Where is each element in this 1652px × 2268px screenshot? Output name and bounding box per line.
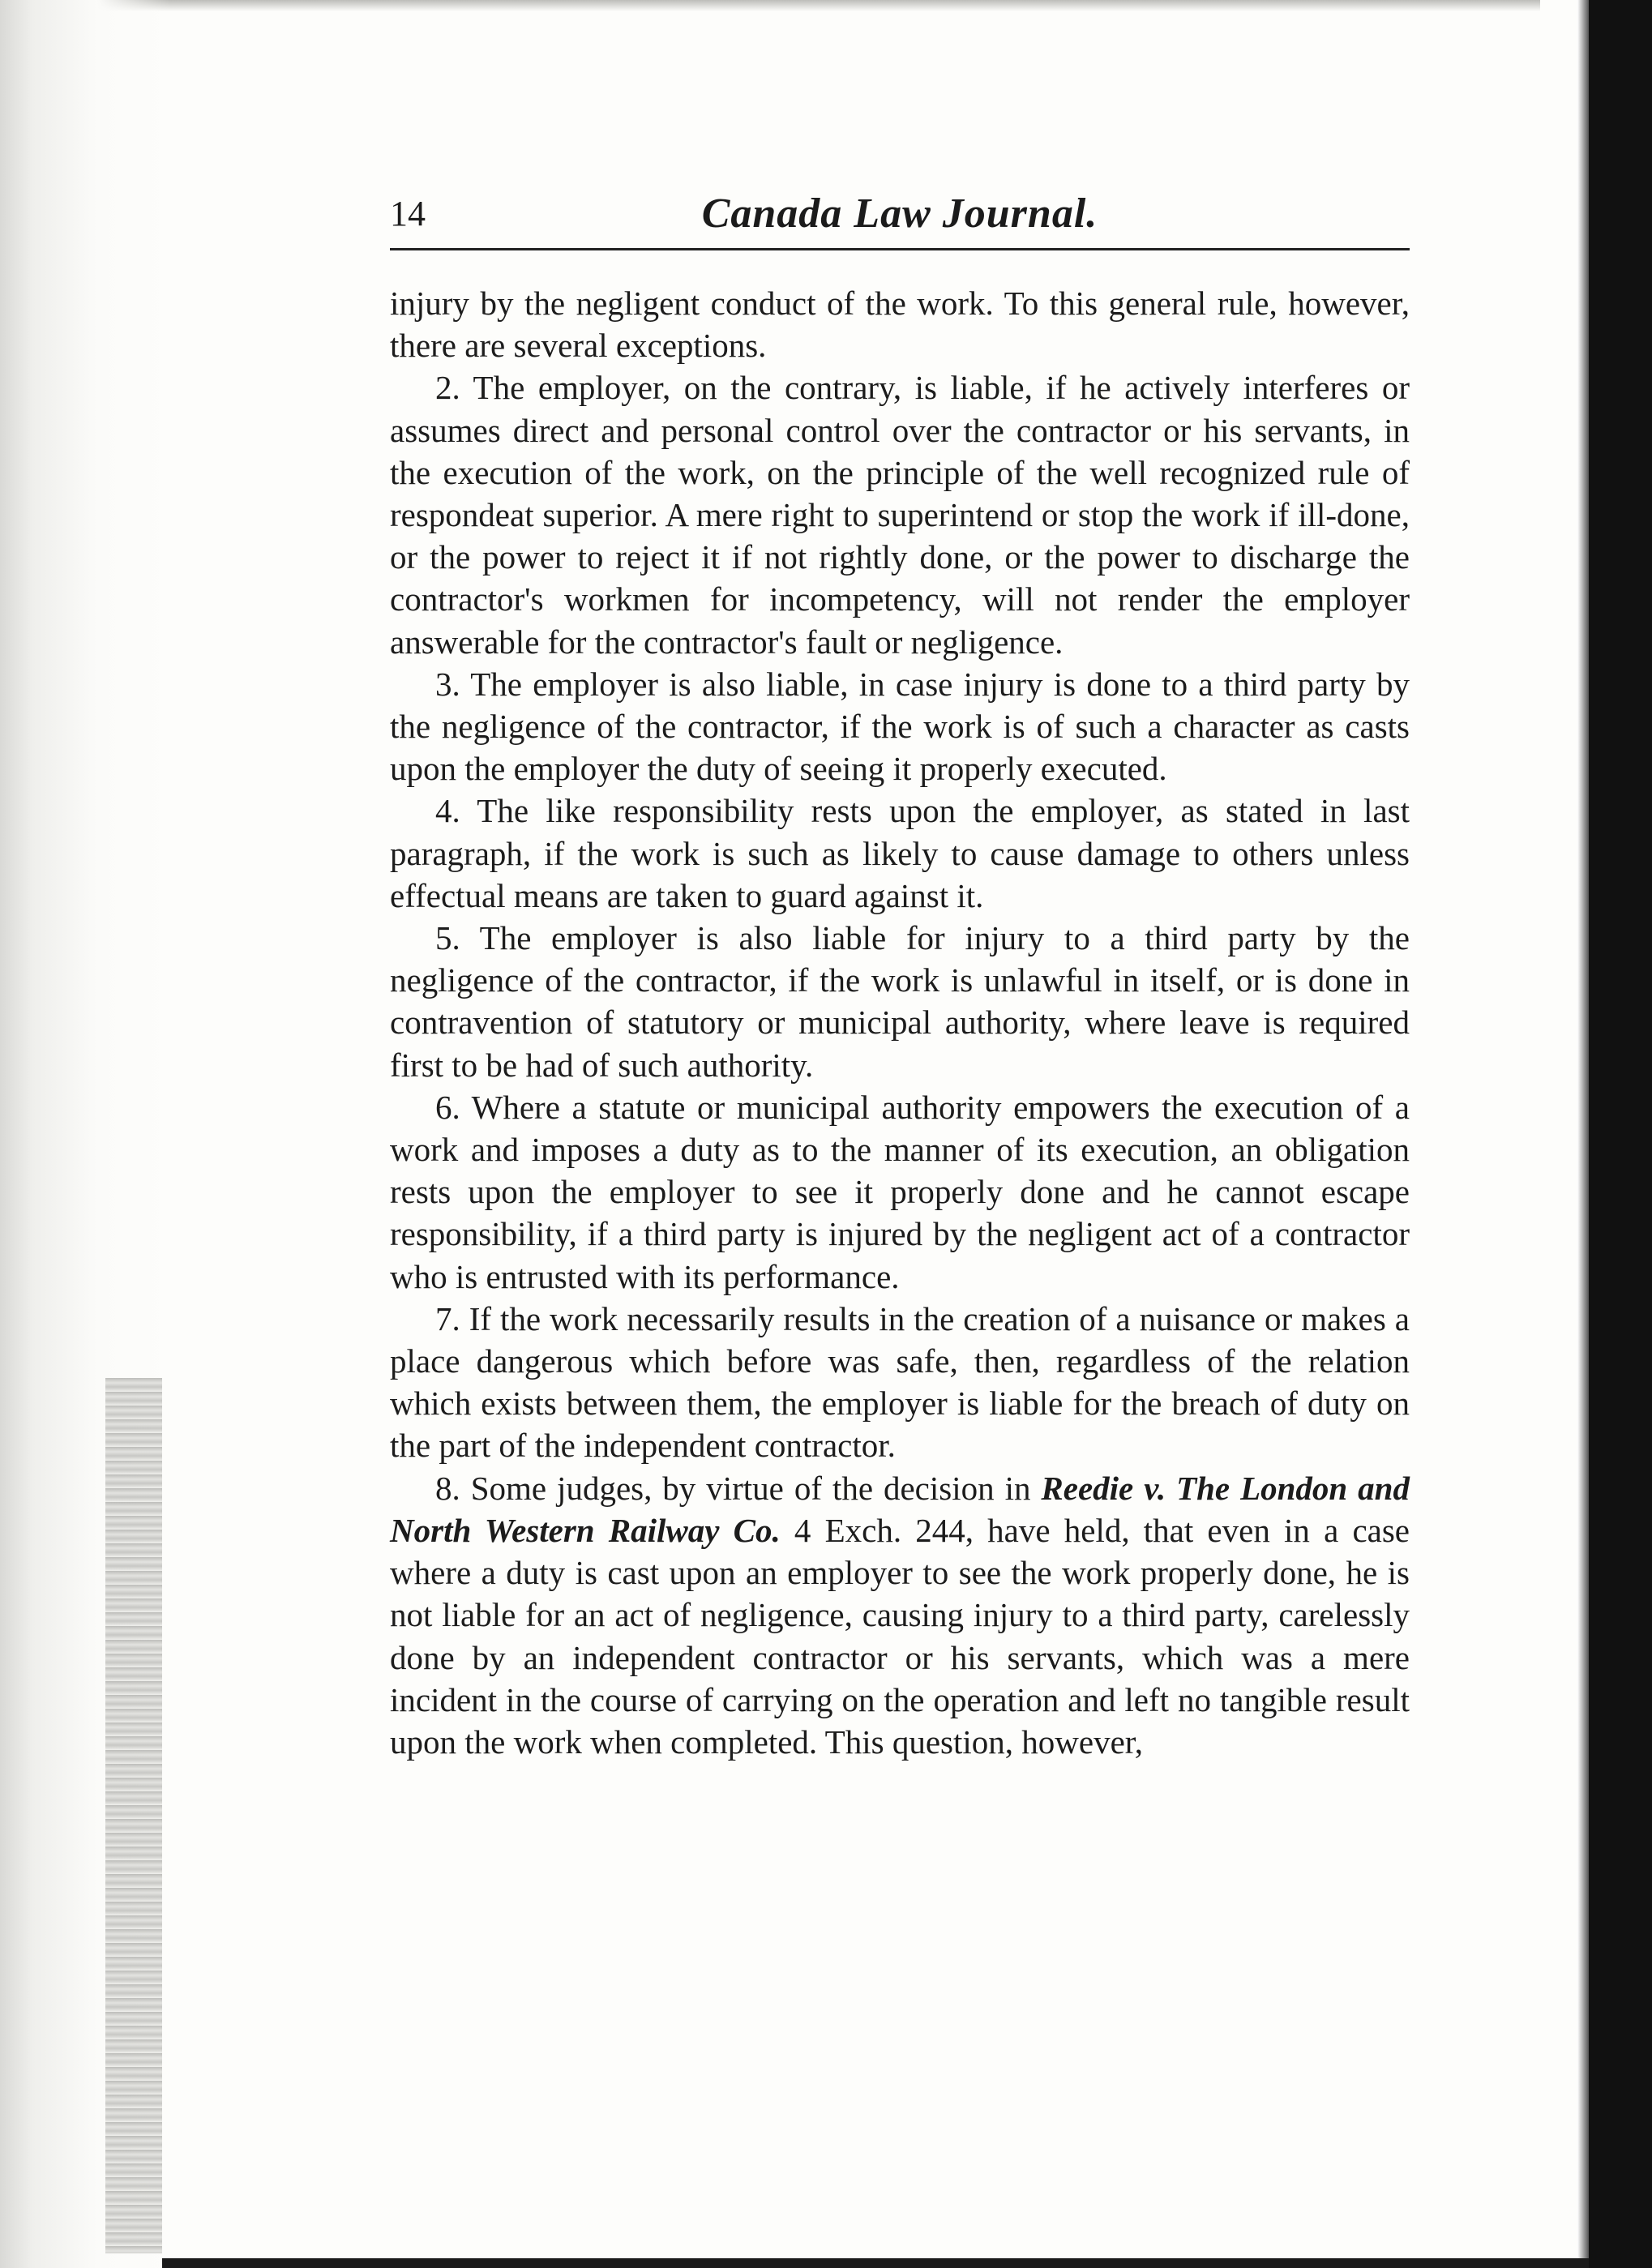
running-title: Canada Law Journal.	[701, 190, 1098, 237]
scan-edge-top	[0, 0, 1540, 11]
paragraph-exception-3: 3. The employer is also liable, in case injury is done to a third party by the negligence of the contractor, if the work is of such a character as casts upon the employer the duty of seeing it properly executed.	[390, 665, 1410, 788]
paragraph-exception-8	[390, 1467, 1410, 1763]
paragraph-exception-5: 5. The employer is also liable for injury to a third party by the negligence of the contractor, if the work is unlawful in itself, or is done in contravention of statutory or municipal authority, where leave is required first to be had of such authority.	[390, 919, 1410, 1084]
scan-binding-shadow	[105, 1378, 162, 2253]
paragraph-exception-6: 6. Where a statute or municipal authority empowers the execution of a work and imposes a duty as to the manner of its execution, an obligation rests upon the employer to see it properly done and he cannot escape responsibility, if a third party is injured by the negligent act of a contractor who is entrusted with its performance.	[390, 1088, 1410, 1295]
case-citation: Reedie v. The London and North Western Railway Co.	[390, 1469, 1410, 1549]
paragraph-8-tail: 4 Exch. 244, have held, that even in a case where a duty is cast upon an employer to see the work properly done, he is not liable for an act of negligence, causing injury to a third party, carelessly done by an independent contractor or his servants, which was a mere incident in the course of carrying on the operation and left no tangible result upon the work when completed. This question, however,	[390, 1511, 1410, 1761]
page-header	[390, 185, 1410, 250]
paragraph-exception-4: 4. The like responsibility rests upon the employer, as stated in last paragraph, if the work is such as likely to cause damage to others unless effectual means are taken to guard against it.	[390, 792, 1410, 914]
scan-edge-bottom	[162, 2258, 1589, 2268]
paragraph-8-lead: 8. Some judges, by virtue of the decision in	[435, 1469, 1042, 1507]
paragraph-continuation: injury by the negligent conduct of the work. To this general rule, however, there are several exceptions.	[390, 285, 1410, 365]
body-text	[390, 282, 1410, 1763]
scan-edge-right	[1589, 0, 1652, 2268]
scan-edge-shadow	[1577, 0, 1589, 2268]
page-number: 14	[390, 194, 426, 233]
paragraph-exception-2: 2. The employer, on the contrary, is liable, if he actively interferes or assumes direct and personal control over the contractor or his servants, in the execution of the work, on the principle of the well recognized rule of respondeat superior. A mere right to superintend or stop the work if ill-done, or the power to reject it if not rightly done, or the power to discharge the contractor's workmen for incompetency, will not render the employer answerable for the contractor's fault or negligence.	[390, 369, 1410, 661]
paragraph-exception-7: 7. If the work necessarily results in the creation of a nuisance or makes a place dangerous which before was safe, then, regardless of the relation which exists between them, the employer is liable for the breach of duty on the part of the independent contractor.	[390, 1299, 1410, 1465]
